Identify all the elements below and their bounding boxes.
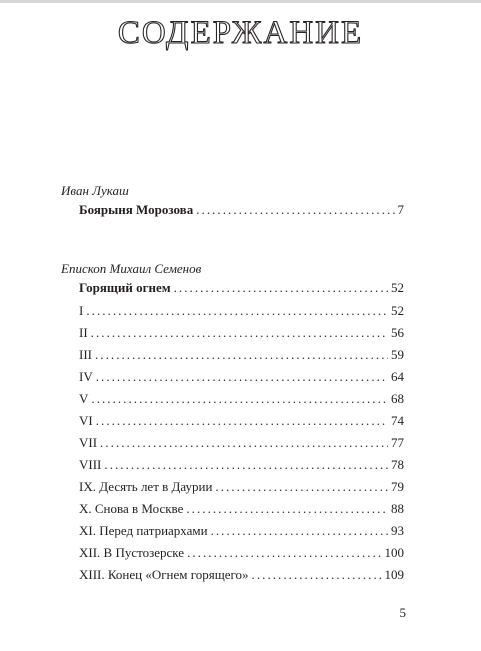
toc-entry-label: IX. Десять лет в Даурии xyxy=(79,479,213,494)
toc-entry-label: XIII. Конец «Огнем горящего» xyxy=(79,567,249,582)
page-number: 5 xyxy=(399,605,406,620)
toc-entry-page: 7 xyxy=(397,202,404,217)
toc-entry-label: VI xyxy=(79,413,93,428)
toc-leader-dots xyxy=(215,478,388,496)
toc-leader-dots xyxy=(86,302,388,320)
toc-entry-page: 56 xyxy=(391,325,404,340)
toc-entry-label: XI. Перед патриархами xyxy=(79,523,208,538)
toc-entry[interactable] xyxy=(79,412,404,430)
toc-leader-dots xyxy=(196,201,394,219)
toc-entry-page: 79 xyxy=(391,479,404,494)
toc-entry-label: VIII xyxy=(79,457,102,472)
toc-entry-page: 64 xyxy=(391,369,404,384)
toc-leader-dots xyxy=(187,544,381,562)
toc-entry[interactable] xyxy=(79,346,404,364)
toc-entry[interactable] xyxy=(79,544,404,562)
toc-entry-page: 77 xyxy=(391,435,404,450)
toc-leader-dots xyxy=(91,390,388,408)
toc-leader-dots xyxy=(96,412,388,430)
toc-entry[interactable] xyxy=(79,279,404,297)
toc-entry-page: 52 xyxy=(391,280,404,295)
toc-entry-label: VII xyxy=(79,435,98,450)
toc-entry-page: 93 xyxy=(391,523,404,538)
toc-entry-label: Боярыня Морозова xyxy=(79,202,194,217)
toc-entry[interactable] xyxy=(79,478,404,496)
toc-entry[interactable] xyxy=(79,368,404,386)
page-top-border xyxy=(0,0,481,3)
toc-leader-dots xyxy=(252,566,382,584)
toc-entry[interactable] xyxy=(79,324,404,342)
toc-leader-dots xyxy=(211,522,388,540)
toc-entry-page: 88 xyxy=(391,501,404,516)
toc-entry-page: 52 xyxy=(391,303,404,318)
toc-entry-page: 109 xyxy=(384,567,404,582)
toc-entry[interactable] xyxy=(79,500,404,518)
toc-entry-label: IV xyxy=(79,369,93,384)
toc-entry-page: 59 xyxy=(391,347,404,362)
toc-leader-dots xyxy=(100,434,388,452)
toc-entry[interactable] xyxy=(79,201,404,219)
toc-entry[interactable] xyxy=(79,390,404,408)
toc-entry-label: II xyxy=(79,325,88,340)
page-title: СОДЕРЖАНИЕ xyxy=(117,15,364,51)
toc-leader-dots xyxy=(95,346,388,364)
toc-leader-dots xyxy=(96,368,388,386)
toc-leader-dots xyxy=(91,324,388,342)
toc-leader-dots xyxy=(104,456,388,474)
toc-entry-page: 74 xyxy=(391,413,404,428)
toc-leader-dots xyxy=(174,279,388,297)
toc-leader-dots xyxy=(186,500,388,518)
toc-entry-label: III xyxy=(79,347,92,362)
toc-entry[interactable] xyxy=(79,522,404,540)
toc-entry[interactable] xyxy=(79,456,404,474)
toc-entry-label: V xyxy=(79,391,89,406)
toc-entry[interactable] xyxy=(79,566,404,584)
toc-entry-label: I xyxy=(79,303,84,318)
toc-entry[interactable] xyxy=(79,434,404,452)
toc-entry[interactable] xyxy=(79,302,404,320)
section-author: Иван Лукаш xyxy=(61,183,129,198)
toc-entry-label: XII. В Пустозерске xyxy=(79,545,185,560)
toc-entry-label: Горящий огнем xyxy=(79,280,171,295)
toc-entry-page: 100 xyxy=(384,545,404,560)
toc-entry-page: 68 xyxy=(391,391,404,406)
section-author: Епископ Михаил Семенов xyxy=(61,261,202,276)
toc-entry-label: X. Снова в Москве xyxy=(79,501,184,516)
toc-entry-page: 78 xyxy=(391,457,404,472)
